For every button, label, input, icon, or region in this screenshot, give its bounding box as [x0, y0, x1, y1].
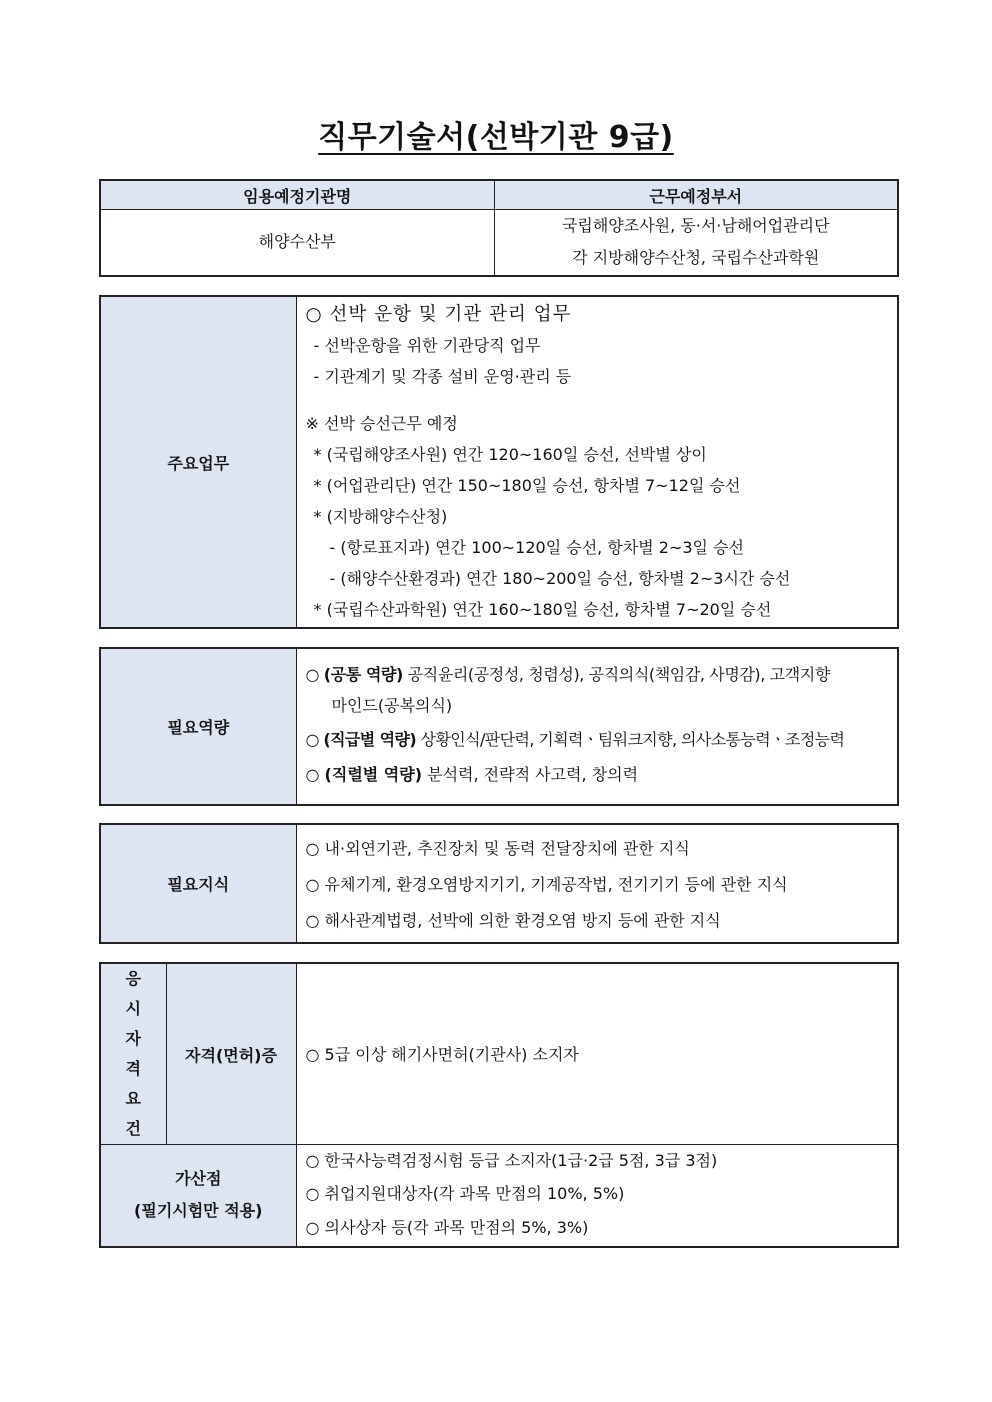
boarding-note: * (어업관리단) 연간 150~180일 승선, 항차별 7~12일 승선 — [313, 476, 741, 495]
requirements-vertical-label: 응 시 자 격 요 건 — [100, 963, 166, 1145]
boarding-note: * (국립수산과학원) 연간 160~180일 승선, 항차별 7~20일 승선 — [313, 600, 772, 619]
knowledge-item: ○ 유체기계, 환경오염방지기기, 기계공작법, 전기기기 등에 관한 지식 — [305, 875, 788, 894]
main-duties-label: 주요업무 — [100, 296, 296, 628]
duty-item: - 선박운항을 위한 기관당직 업무 — [313, 336, 541, 355]
competency-label: 필요역량 — [100, 648, 296, 805]
bonus-item: ○ 의사상자 등(각 과목 만점의 5%, 3%) — [305, 1218, 589, 1237]
boarding-note: * (지방해양수산청) — [313, 507, 448, 526]
knowledge-item: ○ 내·외연기관, 추진장치 및 동력 전달장치에 관한 지식 — [305, 839, 690, 858]
bonus-content — [296, 1145, 898, 1247]
knowledge-table — [99, 823, 899, 944]
bonus-label-main: 가산점 — [175, 1169, 222, 1189]
main-duties-content — [296, 296, 898, 628]
grade-competency: ○ (직급별 역량) 상황인식/판단력, 기획력ㆍ팀워크지향, 의사소통능력ㆍ조정능력 — [305, 730, 845, 749]
boarding-sub-note: - (해양수산환경과) 연간 180~200일 승선, 항차별 2~3시간 승선 — [329, 569, 791, 588]
common-competency-title: (공통 역량) — [323, 665, 403, 684]
bonus-label — [100, 1145, 296, 1247]
license-content — [296, 963, 898, 1145]
duty-heading: ○ 선박 운항 및 기관 관리 업무 — [305, 304, 572, 325]
department-line: 국립해양조사원, 동·서·남해어업관리단 — [561, 216, 830, 236]
boarding-note-heading: ※ 선박 승선근무 예정 — [305, 414, 458, 433]
bonus-label-sub: (필기시험만 적용) — [134, 1201, 263, 1221]
main-duties-table — [99, 295, 899, 629]
knowledge-label: 필요지식 — [100, 824, 296, 943]
agency-header: 임용예정기관명 — [100, 180, 494, 210]
header-table — [99, 179, 899, 277]
department-line: 각 지방해양수산청, 국립수산과학원 — [572, 248, 820, 268]
boarding-note: * (국립해양조사원) 연간 120~160일 승선, 선박별 상이 — [313, 445, 707, 464]
common-competency-cont: 마인드(공복의식) — [331, 696, 453, 715]
department-list — [494, 210, 898, 276]
series-competency-text: 분석력, 전략적 사고력, 창의력 — [427, 765, 639, 784]
bonus-item: ○ 취업지원대상자(각 과목 만점의 10%, 5%) — [305, 1184, 625, 1203]
license-label: 자격(면허)증 — [166, 963, 296, 1145]
license-item: ○ 5급 이상 해기사면허(기관사) 소지자 — [305, 1044, 579, 1064]
requirements-table — [99, 962, 899, 1248]
boarding-sub-note: - (항로표지과) 연간 100~120일 승선, 항차별 2~3일 승선 — [329, 538, 744, 557]
competency-content — [296, 648, 898, 805]
series-competency-title: (직렬별 역량) — [324, 765, 423, 784]
grade-competency-text: 상황인식/판단력, 기획력ㆍ팀워크지향, 의사소통능력ㆍ조정능력 — [420, 730, 845, 749]
grade-competency-title: (직급별 역량) — [323, 730, 417, 749]
knowledge-item: ○ 해사관계법령, 선박에 의한 환경오염 방지 등에 관한 지식 — [305, 911, 721, 930]
common-competency-text: 공직윤리(공정성, 청렴성), 공직의식(책임감, 사명감), 고객지향 — [407, 665, 830, 684]
common-competency: ○ (공통 역량) 공직윤리(공정성, 청렴성), 공직의식(책임감, 사명감), 고객지향 — [305, 665, 830, 684]
page-title: 직무기술서(선박기관 9급) — [318, 120, 674, 155]
duty-item: - 기관계기 및 각종 설비 운영·관리 등 — [313, 367, 572, 386]
department-header: 근무예정부서 — [494, 180, 898, 210]
knowledge-content — [296, 824, 898, 943]
bonus-item: ○ 한국사능력검정시험 등급 소지자(1급·2급 5점, 3급 3점) — [305, 1151, 718, 1170]
series-competency: ○ (직렬별 역량) 분석력, 전략적 사고력, 창의력 — [305, 765, 639, 784]
competency-table — [99, 647, 899, 806]
agency-name: 해양수산부 — [100, 210, 494, 276]
